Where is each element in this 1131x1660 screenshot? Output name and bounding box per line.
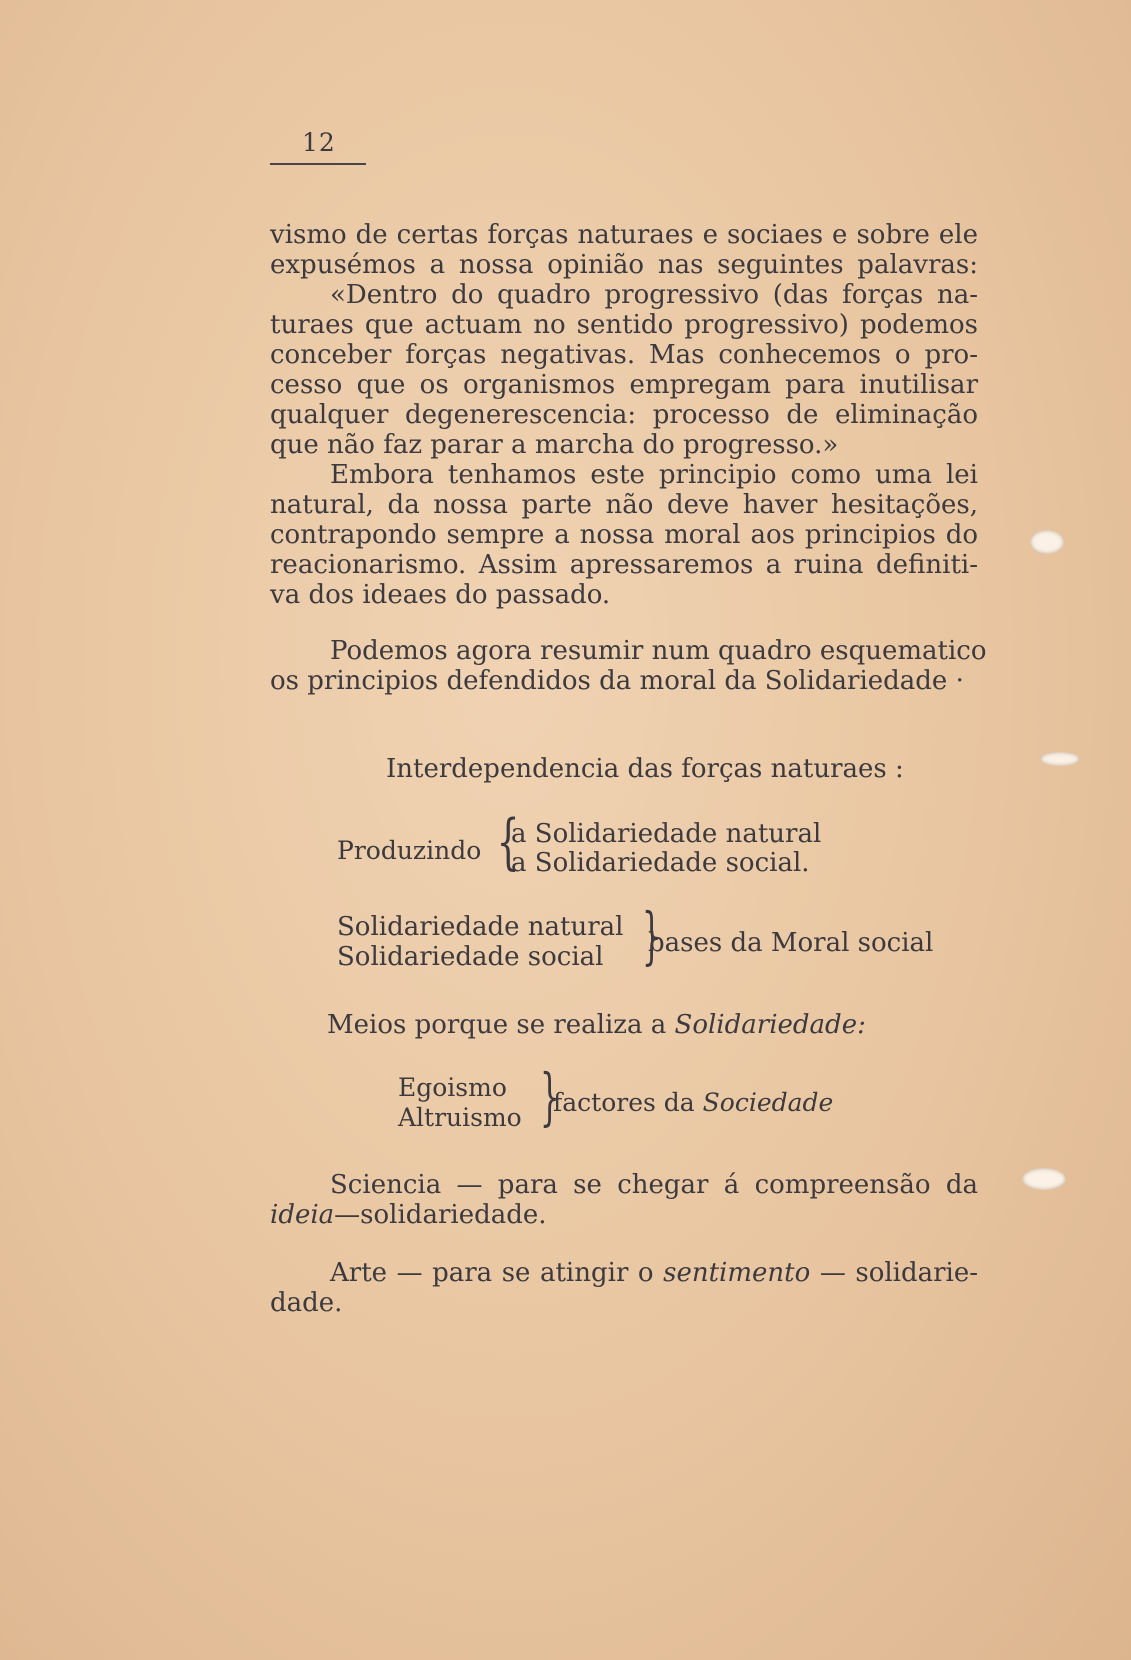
text-line: turaes que actuam no sentido progressivo) podemos — [270, 310, 978, 340]
solidarity-item: Solidariedade social — [337, 942, 604, 972]
text-line: Embora tenhamos este principio como uma lei — [330, 460, 978, 490]
text-line: Arte — para se atingir o sentimento — solidarie- — [330, 1258, 979, 1288]
producing-item: a Solidariedade natural — [511, 819, 822, 849]
paragraph-summary — [270, 636, 987, 696]
text-line: Podemos agora resumir num quadro esquematico — [330, 636, 987, 666]
text-line: os principios defendidos da moral da Solidariedade · — [270, 666, 964, 696]
binding-hole — [1030, 530, 1064, 554]
binding-hole — [1022, 1168, 1066, 1190]
right-brace: } — [641, 899, 662, 972]
text-line: va dos ideaes do passado. — [270, 580, 611, 610]
text-line: que não faz parar a marcha do progresso.» — [270, 430, 839, 460]
text-line: dade. — [270, 1288, 343, 1318]
art-line — [270, 1258, 978, 1318]
text-line: expusémos a nossa opinião nas seguintes palavras: — [270, 250, 978, 280]
text-line: «Dentro do quadro progressivo (das forças na- — [330, 280, 978, 310]
text-line: Sciencia — para se chegar á compreensão da — [330, 1170, 978, 1200]
right-brace: } — [539, 1060, 560, 1133]
solidarity-result: bases da Moral social — [648, 928, 934, 958]
text-line: cesso que os organismos empregam para inutilisar — [270, 370, 978, 400]
page-number-rule — [270, 163, 366, 165]
paragraph-continuation — [270, 220, 978, 280]
page-number: 12 — [302, 128, 336, 157]
text-line: vismo de certas forças naturaes e sociaes e sobre ele — [270, 220, 978, 250]
solidarity-item: Solidariedade natural — [337, 912, 624, 942]
means-item: Egoismo — [398, 1073, 507, 1102]
schema-heading: Interdependencia das forças naturaes : — [386, 754, 904, 784]
means-heading: Meios porque se realiza a Solidariedade: — [327, 1010, 866, 1040]
means-result: factores da Sociedade — [553, 1088, 834, 1117]
producing-item: a Solidariedade social. — [511, 848, 810, 878]
text-line: qualquer degenerescencia: processo de eliminação — [270, 400, 978, 430]
science-line — [270, 1170, 978, 1230]
text-line: natural, da nossa parte não deve haver hesitações, — [270, 490, 978, 520]
means-item: Altruismo — [398, 1103, 522, 1132]
binding-hole — [1040, 752, 1080, 766]
quotation — [270, 280, 978, 460]
paragraph-principle — [270, 460, 978, 610]
text-line: conceber forças negativas. Mas conhecemos o pro- — [270, 340, 978, 370]
left-brace: { — [496, 807, 520, 877]
text-line: ideia—solidariedade. — [270, 1200, 547, 1230]
producing-label: Produzindo — [337, 836, 482, 865]
text-line: contrapondo sempre a nossa moral aos principios do — [270, 520, 978, 550]
text-line: reacionarismo. Assim apressaremos a ruina definiti- — [270, 550, 978, 580]
